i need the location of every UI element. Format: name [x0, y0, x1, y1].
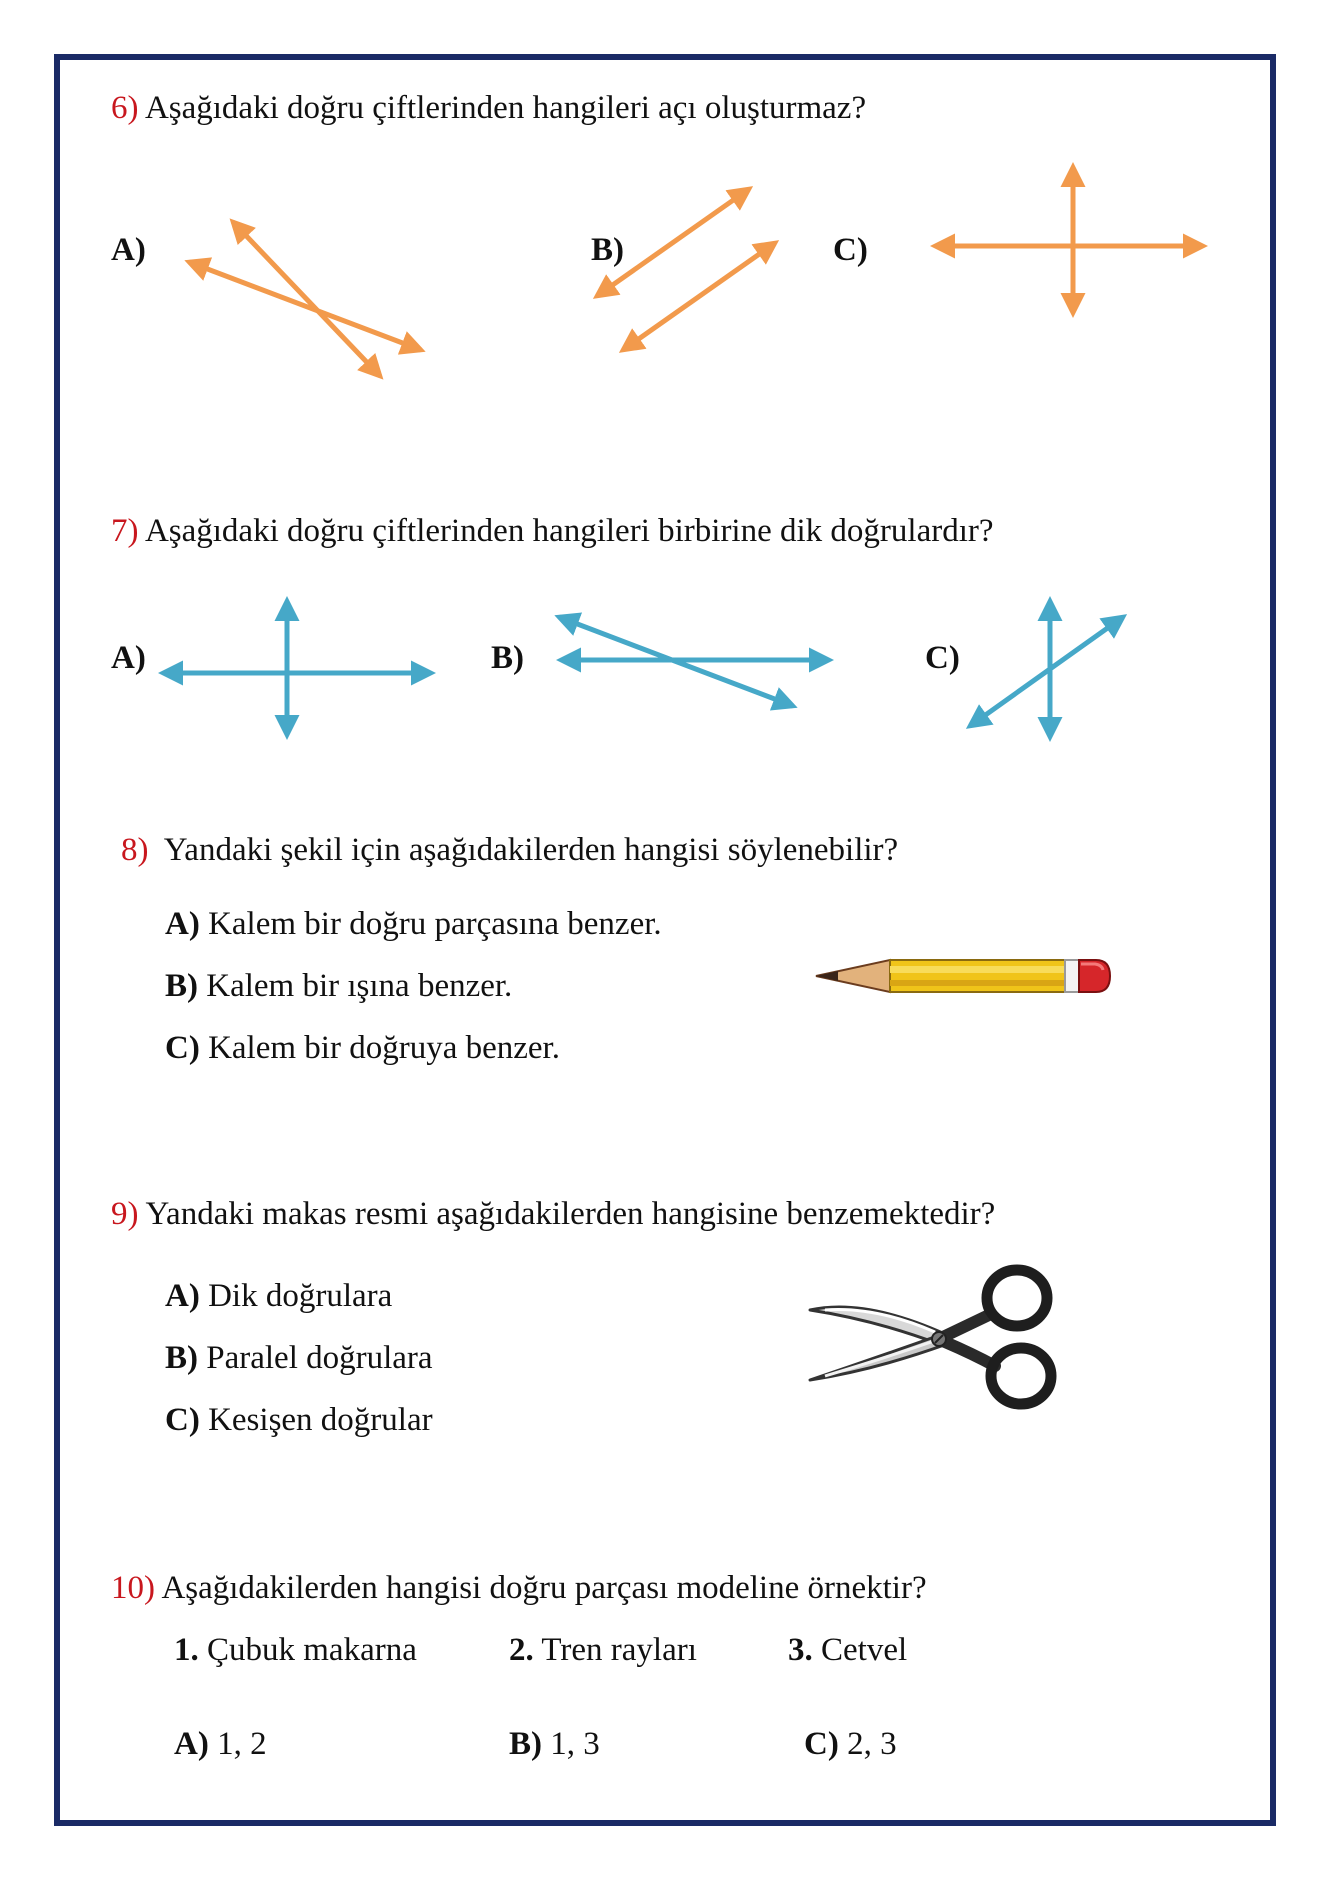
item-label: 1. — [174, 1632, 199, 1668]
option-label: B) — [165, 968, 198, 1004]
option-text: Paralel doğrulara — [206, 1340, 433, 1376]
q7-option-a-label: A) — [111, 640, 146, 676]
option-label: B) — [165, 1340, 198, 1376]
item-text: Çubuk makarna — [207, 1632, 417, 1668]
option-text: 1, 3 — [550, 1726, 600, 1762]
q6-option-b-label: B) — [591, 232, 624, 268]
q10-option-b[interactable] — [509, 1726, 600, 1763]
option-text: 2, 3 — [847, 1726, 897, 1762]
option-text: Kesişen doğrular — [208, 1402, 433, 1438]
question-number: 9) — [111, 1196, 139, 1232]
q7-option-c-label: C) — [925, 640, 960, 676]
question-text: Aşağıdakilerden hangisi doğru parçası modeline örnektir? — [161, 1570, 927, 1606]
q9-option-a[interactable] — [165, 1278, 392, 1315]
question-number: 8) — [121, 832, 149, 868]
q10-item-2 — [509, 1632, 697, 1669]
q10-option-c[interactable] — [804, 1726, 897, 1763]
q9-option-b[interactable] — [165, 1340, 433, 1377]
option-text: 1, 2 — [217, 1726, 267, 1762]
item-text: Cetvel — [821, 1632, 908, 1668]
q8-option-c[interactable] — [165, 1030, 560, 1067]
q9-option-c[interactable] — [165, 1402, 433, 1439]
item-label: 2. — [509, 1632, 534, 1668]
q8-option-a[interactable] — [165, 906, 662, 943]
q10-option-a[interactable] — [174, 1726, 267, 1763]
option-text: Kalem bir doğruya benzer. — [208, 1030, 560, 1066]
q7-figure-a-perpendicular-lines — [163, 601, 431, 735]
pencil-icon — [810, 954, 1112, 998]
question-text: Yandaki şekil için aşağıdakilerden hangisi söylenebilir? — [163, 832, 899, 868]
q7-figure-c-lines — [970, 601, 1123, 737]
question-number: 6) — [111, 90, 139, 126]
q6-option-a-label: A) — [111, 232, 146, 268]
question-number: 7) — [111, 513, 139, 549]
option-text: Dik doğrulara — [208, 1278, 393, 1314]
option-text: Kalem bir doğru parçasına benzer. — [208, 906, 662, 942]
option-label: B) — [509, 1726, 542, 1762]
question-text: Aşağıdaki doğru çiftlerinden hangileri birbirine dik doğrulardır? — [144, 513, 994, 549]
question-9 — [111, 1196, 995, 1233]
scissors-icon — [805, 1262, 1057, 1412]
question-text: Aşağıdaki doğru çiftlerinden hangileri açı oluşturmaz? — [144, 90, 867, 126]
question-number: 10) — [111, 1570, 155, 1606]
option-label: C) — [165, 1030, 200, 1066]
question-10 — [111, 1570, 927, 1607]
option-label: C) — [165, 1402, 200, 1438]
option-label: A) — [165, 1278, 200, 1314]
q6-option-c-label: C) — [833, 232, 868, 268]
q8-option-b[interactable] — [165, 968, 512, 1005]
option-text: Kalem bir ışına benzer. — [206, 968, 513, 1004]
q7-option-b-label: B) — [491, 640, 524, 676]
item-text: Tren rayları — [541, 1632, 697, 1668]
option-label: A) — [174, 1726, 209, 1762]
question-8 — [121, 832, 898, 869]
option-label: C) — [804, 1726, 839, 1762]
q10-item-1 — [174, 1632, 417, 1669]
q10-item-3 — [788, 1632, 907, 1669]
q7-figure-b-lines — [559, 617, 829, 706]
question-text: Yandaki makas resmi aşağıdakilerden hangisine benzemektedir? — [145, 1196, 996, 1232]
option-label: A) — [165, 906, 200, 942]
item-label: 3. — [788, 1632, 813, 1668]
